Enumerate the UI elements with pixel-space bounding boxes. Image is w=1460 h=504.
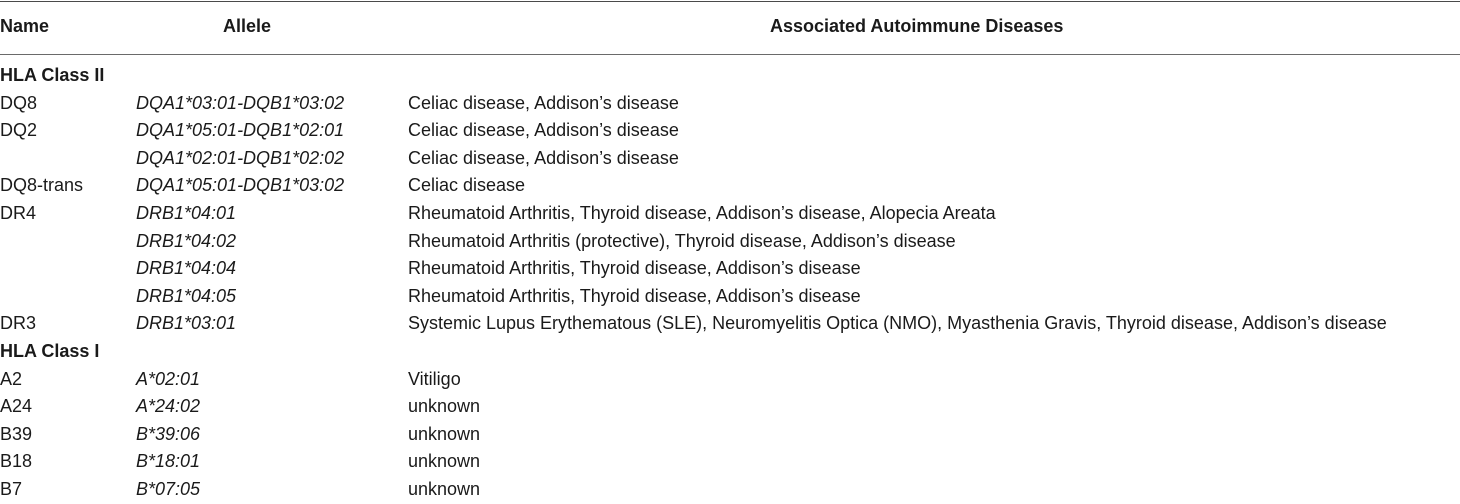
table-row [0,200,1460,228]
cell-allele: A*24:02 [136,396,201,417]
cell-allele: DRB1*04:05 [136,285,237,306]
cell-diseases: Celiac disease [408,175,526,196]
header-divider [0,54,1460,55]
cell-diseases: unknown [408,423,481,444]
cell-allele: DRB1*03:01 [136,313,237,334]
cell-diseases: Celiac disease, Addison’s disease [408,147,679,168]
cell-name: A24 [0,396,33,417]
table-row [0,421,1460,449]
table-row [0,283,1460,311]
cell-diseases: Rheumatoid Arthritis, Thyroid disease, Addison’s disease, Alopecia Areata [408,202,996,223]
cell-diseases: Rheumatoid Arthritis (protective), Thyroid disease, Addison’s disease [408,230,956,251]
table-row [0,393,1460,421]
section-heading: HLA Class II [0,65,105,85]
table-row [0,117,1460,145]
table-row [0,255,1460,283]
cell-name: DR4 [0,202,37,223]
table-row [0,366,1460,394]
column-header-diseases: Associated Autoimmune Diseases [770,16,1064,36]
table-body [0,62,1460,504]
table-row [0,145,1460,173]
column-header-name: Name [0,16,50,36]
column-header-allele: Allele [223,16,272,36]
table-row [0,90,1460,118]
cell-diseases: Celiac disease, Addison’s disease [408,92,679,113]
cell-diseases: unknown [408,478,481,499]
cell-allele: DRB1*04:01 [136,202,237,223]
table-top-rule [0,1,1460,2]
section-heading-row [0,62,1460,90]
cell-allele: B*39:06 [136,423,201,444]
cell-name: DR3 [0,313,37,334]
cell-name: DQ8-trans [0,175,84,196]
cell-diseases: Systemic Lupus Erythematous (SLE), Neuromyelitis Optica (NMO), Myasthenia Gravis, Thyroid disease, Addison’s disease [408,313,1387,334]
cell-allele: B*18:01 [136,451,201,472]
cell-diseases: Rheumatoid Arthritis, Thyroid disease, Addison’s disease [408,258,861,279]
cell-name: A2 [0,368,23,389]
cell-allele: DQA1*03:01-DQB1*03:02 [136,92,345,113]
table-row [0,310,1460,338]
cell-allele: DQA1*05:01-DQB1*03:02 [136,175,345,196]
section-heading-row [0,338,1460,366]
cell-diseases: unknown [408,451,481,472]
cell-allele: DRB1*04:02 [136,230,237,251]
cell-allele: DQA1*02:01-DQB1*02:02 [136,147,345,168]
cell-diseases: Vitiligo [408,368,461,389]
cell-name: B18 [0,451,33,472]
table-row [0,448,1460,476]
cell-allele: A*02:01 [136,368,201,389]
cell-name: B39 [0,423,33,444]
cell-name: DQ8 [0,92,38,113]
cell-name: DQ2 [0,120,38,141]
cell-diseases: Rheumatoid Arthritis, Thyroid disease, Addison’s disease [408,285,861,306]
cell-allele: DQA1*05:01-DQB1*02:01 [136,120,345,141]
table-row [0,172,1460,200]
cell-allele: B*07:05 [136,478,201,499]
section-heading: HLA Class I [0,340,100,361]
table-row [0,476,1460,504]
cell-diseases: unknown [408,396,481,417]
table-row [0,228,1460,256]
cell-allele: DRB1*04:04 [136,258,237,279]
cell-diseases: Celiac disease, Addison’s disease [408,120,679,141]
cell-name: B7 [0,478,23,499]
